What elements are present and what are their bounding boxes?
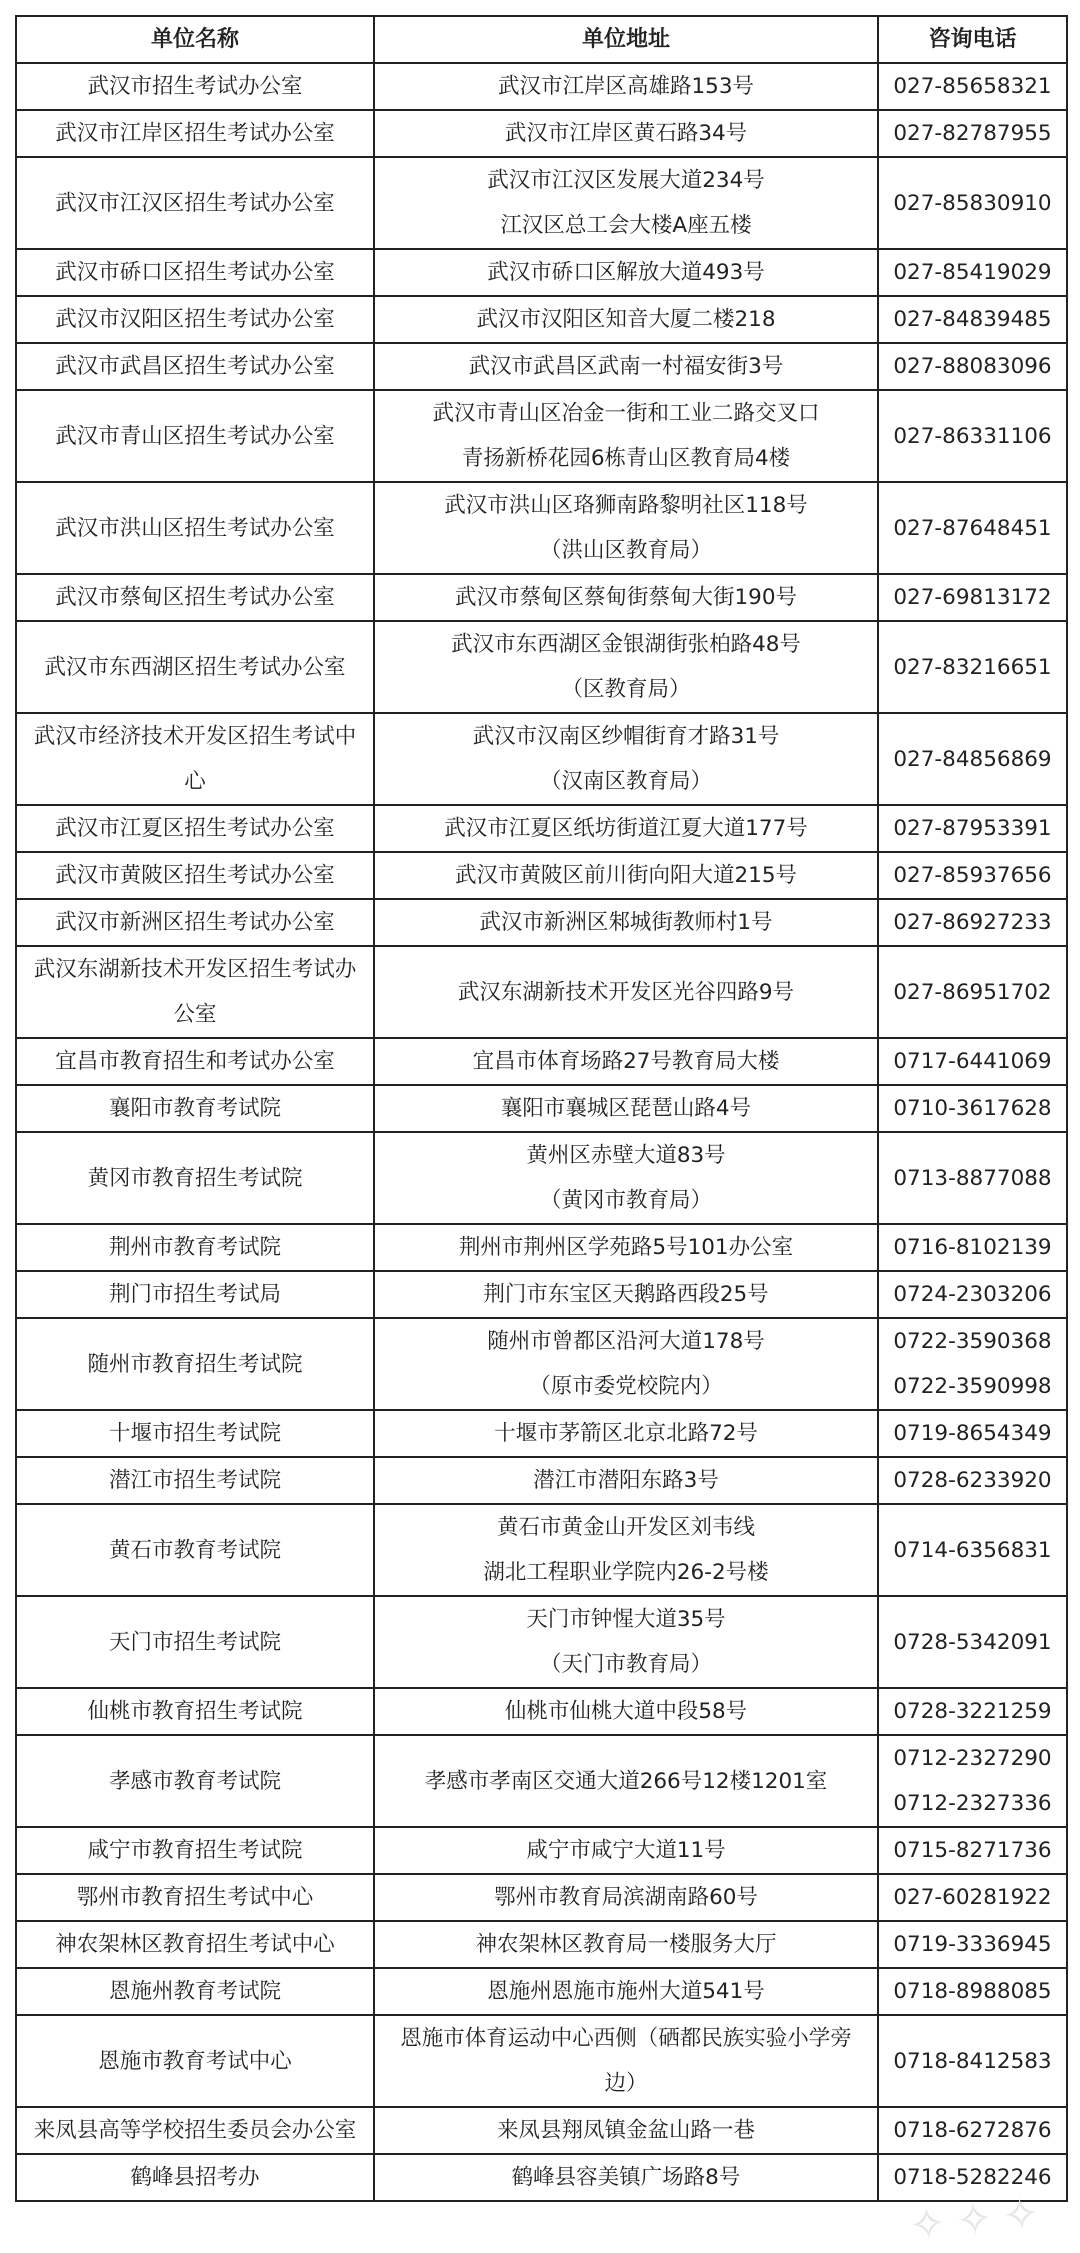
- phone-cell: [878, 1224, 1067, 1271]
- unit-name-cell: [16, 1318, 374, 1410]
- phone-cell: [878, 2107, 1067, 2154]
- phone-cell: [878, 574, 1067, 621]
- unit-address-line: 潜江市潜阳东路3号: [533, 1468, 719, 1493]
- phone-cell: [878, 63, 1067, 110]
- unit-name-line: 神农架林区教育招生考试中心: [55, 1932, 335, 1957]
- table-row: [16, 1038, 1067, 1085]
- unit-address-cell: [374, 1688, 878, 1735]
- phone-line: 0718-6272876: [893, 2118, 1052, 2143]
- table-row: [16, 2154, 1067, 2201]
- unit-name-cell: [16, 249, 374, 296]
- unit-address-line: 武汉市江夏区纸坊街道江夏大道177号: [444, 816, 808, 841]
- unit-name-line: 恩施市教育考试中心: [98, 2048, 292, 2074]
- table-row: [16, 1921, 1067, 1968]
- phone-line: 027-85419029: [893, 260, 1052, 285]
- unit-name-line: 武汉市江岸区招生考试办公室: [55, 121, 335, 146]
- unit-name-line: 荆州市教育考试院: [108, 1235, 281, 1260]
- unit-address-line: 咸宁市咸宁大道11号: [526, 1838, 726, 1863]
- unit-name-cell: [16, 1735, 374, 1827]
- unit-name-cell: [16, 1921, 374, 1968]
- unit-address-line: 随州市曾都区沿河大道178号: [487, 1329, 765, 1354]
- unit-name-line: 武汉市青山区招生考试办公室: [55, 423, 335, 449]
- phone-line: 0718-5282246: [893, 2165, 1052, 2190]
- table-row: [16, 2015, 1067, 2107]
- unit-address-cell: [374, 343, 878, 390]
- unit-address-cell: [374, 110, 878, 157]
- unit-address-line: 武汉市汉南区纱帽街育才路31号: [472, 724, 780, 749]
- unit-name-cell: [16, 805, 374, 852]
- unit-address-line: 武汉市新洲区邾城街教师村1号: [479, 910, 773, 935]
- phone-cell: [878, 1271, 1067, 1318]
- unit-name-cell: [16, 899, 374, 946]
- table-row: [16, 249, 1067, 296]
- unit-name-line: 来凤县高等学校招生委员会办公室: [33, 2118, 357, 2143]
- unit-name-cell: [16, 2015, 374, 2107]
- unit-address-cell: [374, 1318, 878, 1410]
- table-row: [16, 296, 1067, 343]
- unit-name-cell: [16, 1504, 374, 1596]
- unit-name-cell: [16, 1688, 374, 1735]
- unit-name-cell: [16, 574, 374, 621]
- unit-name-cell: [16, 1410, 374, 1457]
- phone-cell: [878, 1968, 1067, 2015]
- unit-address-line: 鄂州市教育局滨湖南路60号: [494, 1885, 758, 1910]
- unit-address-line: 武汉市江岸区黄石路34号: [504, 121, 748, 146]
- unit-name-line: 武汉市武昌区招生考试办公室: [55, 354, 335, 379]
- phone-line: 0715-8271736: [893, 1838, 1052, 1863]
- watermark-logo: ✧✧✧: [907, 2186, 1053, 2253]
- unit-address-cell: [374, 574, 878, 621]
- unit-address-line: 黄州区赤壁大道83号: [526, 1143, 726, 1168]
- unit-address-line: 武汉市东西湖区金银湖街张柏路48号: [451, 632, 801, 657]
- table-row: [16, 1596, 1067, 1688]
- phone-line: 0717-6441069: [893, 1049, 1052, 1074]
- unit-address-line: 武汉市黄陂区前川街向阳大道215号: [454, 863, 798, 888]
- phone-cell: [878, 1085, 1067, 1132]
- unit-name-cell: [16, 1596, 374, 1688]
- phone-cell: [878, 1504, 1067, 1596]
- unit-name-line: 天门市招生考试院: [108, 1629, 281, 1655]
- phone-line: 0712-2327290: [893, 1746, 1052, 1771]
- unit-address-cell: [374, 2154, 878, 2201]
- unit-address-cell: [374, 946, 878, 1038]
- unit-name-cell: [16, 390, 374, 482]
- header-unit-name: 单位名称: [16, 16, 374, 63]
- phone-cell: [878, 2015, 1067, 2107]
- unit-name-line: 武汉东湖新技术开发区招生考试办: [33, 957, 357, 982]
- contact-table-container: [15, 15, 1066, 2202]
- table-row: [16, 899, 1067, 946]
- unit-name-line: 武汉市江夏区招生考试办公室: [55, 816, 335, 841]
- table-row: [16, 1457, 1067, 1504]
- table-row: [16, 157, 1067, 249]
- unit-name-line: 黄冈市教育招生考试院: [87, 1165, 303, 1191]
- table-row: [16, 805, 1067, 852]
- unit-name-line: 公室: [173, 1002, 217, 1027]
- unit-address-cell: [374, 1827, 878, 1874]
- table-row: [16, 1874, 1067, 1921]
- unit-address-line: 恩施州恩施市施州大道541号: [487, 1979, 765, 2004]
- phone-cell: [878, 1921, 1067, 1968]
- unit-name-line: 武汉市招生考试办公室: [87, 74, 303, 99]
- unit-name-line: 武汉市汉阳区招生考试办公室: [55, 307, 335, 332]
- table-row: [16, 1318, 1067, 1410]
- unit-name-line: 武汉市蔡甸区招生考试办公室: [55, 585, 335, 610]
- unit-address-line: 武汉市洪山区珞狮南路黎明社区118号: [444, 493, 808, 518]
- unit-address-line: （区教育局）: [561, 677, 691, 702]
- table-row: [16, 110, 1067, 157]
- unit-name-cell: [16, 296, 374, 343]
- unit-address-cell: [374, 1224, 878, 1271]
- phone-cell: [878, 110, 1067, 157]
- unit-name-line: 仙桃市教育招生考试院: [87, 1699, 303, 1724]
- unit-address-line: 江汉区总工会大楼A座五楼: [500, 213, 752, 238]
- unit-address-cell: [374, 1596, 878, 1688]
- phone-line: 027-60281922: [893, 1885, 1052, 1910]
- unit-name-cell: [16, 1457, 374, 1504]
- phone-line: 0716-8102139: [893, 1235, 1052, 1260]
- phone-line: 0712-2327336: [893, 1791, 1052, 1816]
- table-row: [16, 63, 1067, 110]
- phone-cell: [878, 1735, 1067, 1827]
- phone-line: 0710-3617628: [893, 1096, 1052, 1121]
- phone-cell: [878, 1410, 1067, 1457]
- phone-line: 0714-6356831: [893, 1537, 1052, 1563]
- phone-line: 027-87648451: [893, 515, 1052, 541]
- unit-name-cell: [16, 2107, 374, 2154]
- unit-address-line: 武汉市蔡甸区蔡甸街蔡甸大街190号: [454, 585, 798, 610]
- unit-address-cell: [374, 2107, 878, 2154]
- unit-address-cell: [374, 621, 878, 713]
- table-row: [16, 1968, 1067, 2015]
- unit-name-line: 武汉市新洲区招生考试办公室: [55, 910, 335, 935]
- table-row: [16, 1224, 1067, 1271]
- phone-cell: [878, 1457, 1067, 1504]
- unit-name-line: 武汉市硚口区招生考试办公室: [55, 260, 335, 285]
- phone-cell: [878, 1596, 1067, 1688]
- phone-line: 0728-6233920: [893, 1468, 1052, 1493]
- phone-line: 0719-3336945: [893, 1932, 1052, 1957]
- table-row: [16, 1410, 1067, 1457]
- unit-name-cell: [16, 1132, 374, 1224]
- phone-line: 027-87953391: [893, 816, 1052, 841]
- unit-name-cell: [16, 157, 374, 249]
- unit-name-line: 心: [184, 769, 206, 794]
- unit-address-line: 武汉市硚口区解放大道493号: [487, 260, 765, 285]
- unit-name-cell: [16, 482, 374, 574]
- unit-name-line: 武汉市黄陂区招生考试办公室: [55, 863, 335, 888]
- unit-address-line: 荆门市东宝区天鹅路西段25号: [483, 1282, 769, 1307]
- unit-name-cell: [16, 2154, 374, 2201]
- unit-address-line: 黄石市黄金山开发区刘韦线: [496, 1515, 755, 1540]
- unit-address-cell: [374, 1410, 878, 1457]
- unit-address-line: 来凤县翔凤镇金盆山路一巷: [496, 2118, 755, 2143]
- unit-name-line: 荆门市招生考试局: [108, 1282, 281, 1307]
- unit-address-cell: [374, 1921, 878, 1968]
- unit-name-line: 武汉市经济技术开发区招生考试中: [33, 724, 357, 749]
- contact-table: [15, 15, 1068, 2202]
- unit-name-cell: [16, 343, 374, 390]
- table-row: [16, 1504, 1067, 1596]
- phone-cell: [878, 713, 1067, 805]
- phone-line: 0724-2303206: [893, 1282, 1052, 1307]
- unit-address-line: 武汉东湖新技术开发区光谷四路9号: [457, 979, 795, 1005]
- unit-address-cell: [374, 1271, 878, 1318]
- phone-line: 027-88083096: [893, 354, 1052, 379]
- table-row: [16, 1827, 1067, 1874]
- phone-cell: [878, 852, 1067, 899]
- unit-name-cell: [16, 63, 374, 110]
- phone-line: 0718-8412583: [893, 2048, 1052, 2074]
- unit-name-line: 随州市教育招生考试院: [87, 1351, 303, 1377]
- unit-address-line: 孝感市孝南区交通大道266号12楼1201室: [424, 1768, 828, 1794]
- phone-line: 027-86951702: [893, 979, 1052, 1005]
- unit-address-line: 武汉市青山区冶金一街和工业二路交叉口: [432, 401, 820, 426]
- table-row: [16, 390, 1067, 482]
- unit-address-cell: [374, 296, 878, 343]
- unit-name-line: 十堰市招生考试院: [108, 1421, 281, 1446]
- phone-cell: [878, 899, 1067, 946]
- unit-address-line: 仙桃市仙桃大道中段58号: [504, 1699, 748, 1724]
- unit-address-cell: [374, 1085, 878, 1132]
- unit-name-line: 孝感市教育考试院: [108, 1768, 281, 1794]
- table-row: [16, 1085, 1067, 1132]
- unit-address-line: 边）: [604, 2071, 648, 2096]
- phone-line: 027-85658321: [893, 74, 1052, 99]
- unit-address-cell: [374, 1968, 878, 2015]
- unit-name-line: 咸宁市教育招生考试院: [87, 1838, 303, 1863]
- unit-address-line: 武汉市江汉区发展大道234号: [487, 168, 765, 193]
- phone-line: 0718-8988085: [893, 1979, 1052, 2004]
- unit-address-line: 武汉市汉阳区知音大厦二楼218: [476, 307, 776, 332]
- unit-name-line: 武汉市东西湖区招生考试办公室: [44, 654, 346, 680]
- phone-cell: [878, 157, 1067, 249]
- phone-line: 0719-8654349: [893, 1421, 1052, 1446]
- unit-address-line: （原市委党校院内）: [529, 1374, 723, 1399]
- phone-cell: [878, 621, 1067, 713]
- unit-address-cell: [374, 1735, 878, 1827]
- phone-cell: [878, 1318, 1067, 1410]
- table-row: [16, 2107, 1067, 2154]
- unit-address-line: 宜昌市体育场路27号教育局大楼: [472, 1049, 780, 1074]
- phone-cell: [878, 805, 1067, 852]
- phone-line: 0728-5342091: [893, 1629, 1052, 1655]
- table-row: [16, 343, 1067, 390]
- unit-name-cell: [16, 1827, 374, 1874]
- phone-line: 027-69813172: [893, 585, 1052, 610]
- phone-cell: [878, 343, 1067, 390]
- unit-address-cell: [374, 713, 878, 805]
- table-row: [16, 1688, 1067, 1735]
- phone-cell: [878, 1874, 1067, 1921]
- unit-name-line: 黄石市教育考试院: [108, 1537, 281, 1563]
- phone-cell: [878, 482, 1067, 574]
- phone-line: 027-85937656: [893, 863, 1052, 888]
- table-row: [16, 574, 1067, 621]
- unit-address-cell: [374, 63, 878, 110]
- table-header-row: [16, 16, 1067, 63]
- unit-name-line: 武汉市江汉区招生考试办公室: [55, 190, 335, 216]
- phone-line: 027-82787955: [893, 121, 1052, 146]
- unit-name-cell: [16, 621, 374, 713]
- unit-name-cell: [16, 713, 374, 805]
- unit-address-line: 十堰市茅箭区北京北路72号: [494, 1421, 758, 1446]
- phone-cell: [878, 1688, 1067, 1735]
- unit-address-cell: [374, 852, 878, 899]
- unit-address-line: 襄阳市襄城区琵琶山路4号: [500, 1096, 752, 1121]
- table-row: [16, 482, 1067, 574]
- table-row: [16, 852, 1067, 899]
- phone-line: 0728-3221259: [893, 1699, 1052, 1724]
- table-row: [16, 1735, 1067, 1827]
- unit-name-cell: [16, 1038, 374, 1085]
- phone-line: 027-84839485: [893, 307, 1052, 332]
- unit-name-line: 潜江市招生考试院: [108, 1468, 281, 1493]
- unit-address-line: （洪山区教育局）: [539, 538, 712, 563]
- phone-line: 027-86927233: [893, 910, 1052, 935]
- unit-name-line: 襄阳市教育考试院: [108, 1096, 281, 1121]
- unit-address-cell: [374, 1457, 878, 1504]
- unit-address-line: 武汉市江岸区高雄路153号: [497, 74, 755, 99]
- phone-cell: [878, 946, 1067, 1038]
- unit-address-line: （天门市教育局）: [539, 1652, 712, 1677]
- unit-name-cell: [16, 1968, 374, 2015]
- phone-cell: [878, 1132, 1067, 1224]
- table-row: [16, 1271, 1067, 1318]
- header-phone: 咨询电话: [878, 16, 1067, 63]
- phone-line: 0722-3590368: [893, 1329, 1052, 1354]
- header-unit-address: 单位地址: [374, 16, 878, 63]
- unit-name-cell: [16, 1085, 374, 1132]
- unit-address-line: 天门市钟惺大道35号: [526, 1607, 726, 1632]
- unit-name-cell: [16, 1224, 374, 1271]
- phone-cell: [878, 1038, 1067, 1085]
- table-row: [16, 621, 1067, 713]
- table-row: [16, 1132, 1067, 1224]
- unit-address-line: 神农架林区教育局一楼服务大厅: [475, 1932, 777, 1957]
- unit-name-cell: [16, 110, 374, 157]
- unit-name-line: 鄂州市教育招生考试中心: [76, 1885, 314, 1910]
- unit-address-cell: [374, 157, 878, 249]
- table-row: [16, 713, 1067, 805]
- unit-address-line: 武汉市武昌区武南一村福安街3号: [468, 354, 784, 379]
- unit-address-cell: [374, 482, 878, 574]
- phone-cell: [878, 390, 1067, 482]
- unit-address-line: （汉南区教育局）: [539, 769, 712, 794]
- phone-cell: [878, 296, 1067, 343]
- unit-name-cell: [16, 1271, 374, 1318]
- unit-name-line: 宜昌市教育招生和考试办公室: [55, 1049, 335, 1074]
- unit-address-line: 恩施市体育运动中心西侧（硒都民族实验小学旁: [400, 2026, 852, 2051]
- phone-line: 027-85830910: [893, 190, 1052, 216]
- table-row: [16, 946, 1067, 1038]
- unit-address-cell: [374, 1132, 878, 1224]
- unit-address-line: （黄冈市教育局）: [539, 1188, 712, 1213]
- phone-line: 0713-8877088: [893, 1165, 1052, 1191]
- unit-name-line: 武汉市洪山区招生考试办公室: [55, 515, 335, 541]
- phone-line: 027-83216651: [893, 654, 1052, 680]
- unit-name-line: 恩施州教育考试院: [108, 1979, 281, 2004]
- phone-line: 027-84856869: [893, 746, 1052, 772]
- unit-name-cell: [16, 852, 374, 899]
- unit-address-cell: [374, 1874, 878, 1921]
- unit-name-cell: [16, 946, 374, 1038]
- unit-address-cell: [374, 899, 878, 946]
- unit-address-cell: [374, 249, 878, 296]
- unit-name-line: 鹤峰县招考办: [130, 2165, 260, 2190]
- unit-address-line: 荆州市荆州区学苑路5号101办公室: [458, 1235, 794, 1260]
- phone-line: 027-86331106: [893, 423, 1052, 449]
- unit-address-cell: [374, 1504, 878, 1596]
- unit-address-cell: [374, 390, 878, 482]
- unit-address-cell: [374, 2015, 878, 2107]
- unit-address-line: 鹤峰县容美镇广场路8号: [511, 2165, 741, 2190]
- phone-cell: [878, 1827, 1067, 1874]
- unit-address-line: 青扬新桥花园6栋青山区教育局4楼: [461, 446, 791, 471]
- unit-address-cell: [374, 1038, 878, 1085]
- unit-address-line: 湖北工程职业学院内26-2号楼: [483, 1560, 769, 1585]
- unit-name-cell: [16, 1874, 374, 1921]
- phone-cell: [878, 249, 1067, 296]
- unit-address-cell: [374, 805, 878, 852]
- phone-line: 0722-3590998: [893, 1374, 1052, 1399]
